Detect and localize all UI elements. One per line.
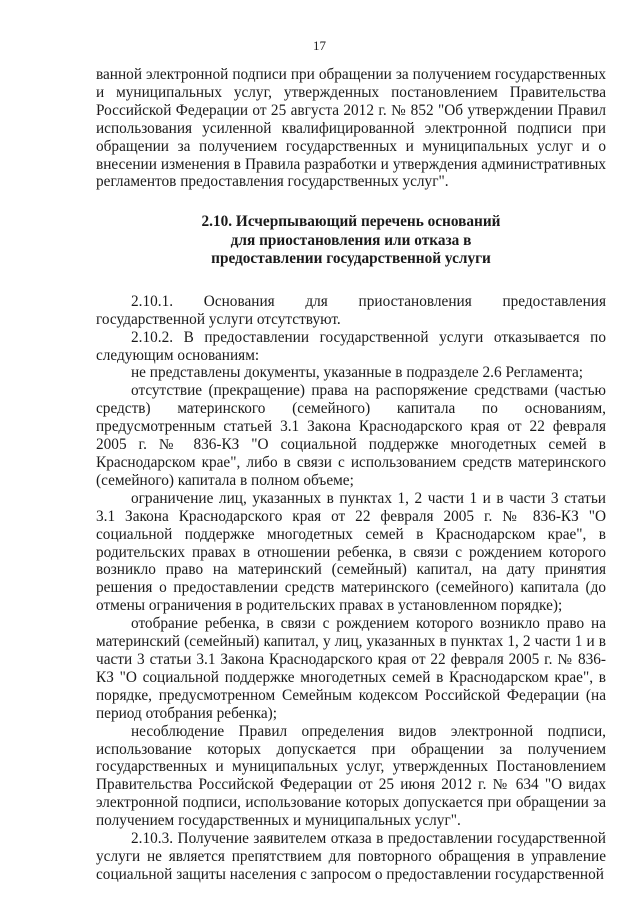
heading-line-1: 2.10. Исчерпывающий перечень оснований bbox=[201, 213, 501, 231]
heading-line-2: для приостановления или отказа в bbox=[230, 231, 472, 249]
section-heading bbox=[96, 213, 606, 269]
paragraph-2-10-1: 2.10.1. Основания для приостановления предоставления государственной услуги отсутствуют. bbox=[96, 292, 606, 328]
document-body bbox=[96, 66, 606, 884]
heading-line-3: предоставлении государственной услуги bbox=[211, 250, 491, 268]
paragraph-2-10-2: 2.10.2. В предоставлении государственной услуги отказывается по следующим основаниям: bbox=[96, 328, 606, 364]
ground-documents-missing: не представлены документы, указанные в подразделе 2.6 Регламента; bbox=[131, 364, 584, 382]
ground-child-removal: отобрание ребенка, в связи с рождением которого возникло право на материнский (семейный) капитал, у лиц, указанных в пунктах 1, 2 части 1 и в части 3 статьи 3.1 Закона Краснодарского края от 22 февраля 2005 г. № 836-КЗ "О социальной поддержке многодетных семей в Краснодарском крае", в порядке, предусмотренном Семейным кодексом Российской Федерации (на период отобрания ребенка); bbox=[96, 615, 606, 722]
ground-no-right: отсутствие (прекращение) права на распоряжение средствами (частью средств) материнского (семейного) капитала по основаниям, предусмотренным статьей 3.1 Закона Краснодарского края от 22 февраля 2005 г. № 836-КЗ "О социальной поддержке многодетных семей в Краснодарском крае", либо в связи с использованием средств материнского (семейного) капитала в полном объеме; bbox=[96, 382, 606, 489]
ground-restriction: ограничение лиц, указанных в пунктах 1, 2 части 1 и в части 3 статьи 3.1 Закона Краснодарского края от 22 февраля 2005 г. № 836-КЗ "О социальной поддержке многодетных семей в Краснодарском крае", в родительских правах в отношении ребенка, в связи с рождением которого возникло право на материнский (семейный) капитал, на дату принятия решения о предоставлении средств материнского (семейного) капитала (до отмены ограничения в родительских правах в установленном порядке); bbox=[96, 489, 606, 615]
ground-signature-rules: несоблюдение Правил определения видов электронной подписи, использование которых допускается при обращении за получением государственных и муниципальных услуг, утвержденных Постановлением Правительства Российской Федерации от 25 июня 2012 г. № 634 "О видах электронной подписи, использование которых допускается при обращении за получением государственных и муниципальных услуг". bbox=[96, 722, 606, 830]
intro-paragraph: ванной электронной подписи при обращении за получением государственных и муниципальных услуг, утвержденных постановлением Правительства Российской Федерации от 25 августа 2012 г. № 852 "Об утверждении Правил использования усиленной квалифицированной электронной подписи при обращении за получением государственных и муниципальных услуг и о внесении изменения в Правила разработки и утверждения административных регламентов предоставления государственных услуг". bbox=[96, 66, 606, 191]
page-number: 17 bbox=[313, 38, 326, 53]
paragraph-2-10-3: 2.10.3. Получение заявителем отказа в предоставлении государственной услуги не является препятствием для повторного обращения в управление социальной защиты населения с запросом о предоставлении государственной bbox=[96, 830, 606, 883]
